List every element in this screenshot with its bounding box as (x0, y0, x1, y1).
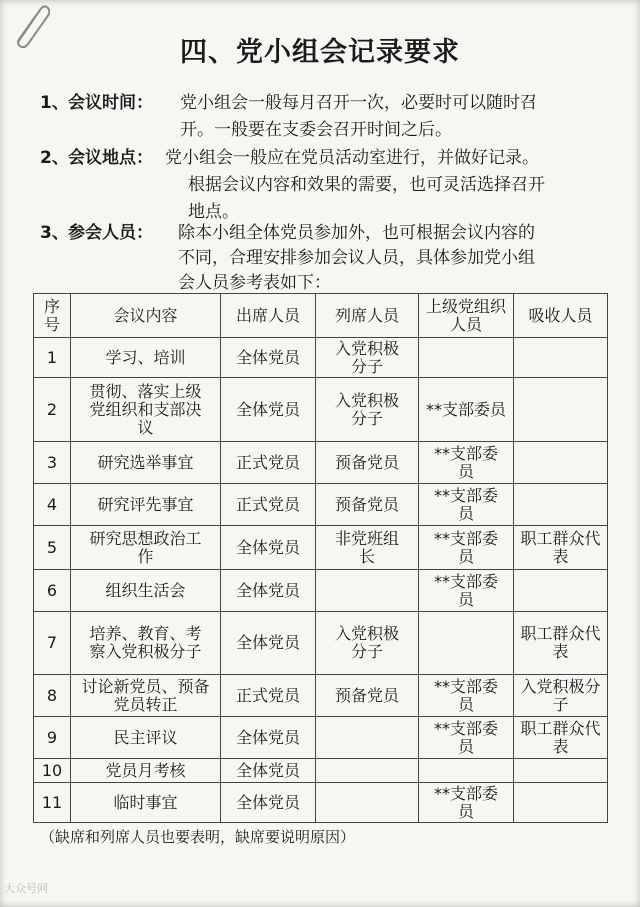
watermark: 大众号网 (4, 882, 48, 895)
cell-observer: 预备党员 (316, 442, 419, 484)
page-title: 四、党小组会记录要求 (180, 37, 460, 68)
cell-attend: 全体党员 (221, 612, 316, 675)
cell-seq: 2 (34, 378, 71, 442)
cell-content: 学习、培训 (71, 338, 221, 378)
table-row (34, 442, 608, 484)
cell-content: 研究选举事宜 (71, 442, 221, 484)
cell-observer (316, 759, 419, 783)
cell-content: 研究评先事宜 (71, 484, 221, 526)
item-label: 会议地点： (68, 148, 153, 168)
table-row (34, 612, 608, 675)
cell-seq: 3 (34, 442, 71, 484)
table-row (34, 717, 608, 759)
cell-absorb: 职工群众代表 (514, 526, 608, 570)
cell-absorb (514, 442, 608, 484)
footnote: （缺席和列席人员也要表明，缺席要说明原因） (40, 828, 356, 846)
item-label: 会议时间： (68, 93, 153, 113)
cell-absorb (514, 759, 608, 783)
cell-attend: 全体党员 (221, 783, 316, 823)
cell-content: 组织生活会 (71, 570, 221, 612)
cell-content: 研究思想政治工作 (71, 526, 221, 570)
cell-seq: 6 (34, 570, 71, 612)
cell-attend: 全体党员 (221, 759, 316, 783)
item-number: 3、 (40, 223, 69, 243)
cell-superior (419, 759, 514, 783)
cell-attend: 全体党员 (221, 717, 316, 759)
item-text-line: 不同，合理安排参加会议人员，具体参加党小组 (178, 248, 535, 268)
attendee-reference-table (33, 293, 608, 823)
cell-observer: 预备党员 (316, 484, 419, 526)
item-text-line: 地点。 (188, 202, 239, 222)
table-header-row (34, 294, 608, 338)
table-row (34, 759, 608, 783)
cell-absorb: 职工群众代表 (514, 612, 608, 675)
header-seq: 序号 (34, 294, 71, 338)
cell-absorb (514, 378, 608, 442)
item-text-line: 会人员参考表如下： (178, 273, 331, 293)
cell-attend: 全体党员 (221, 570, 316, 612)
header-content: 会议内容 (71, 294, 221, 338)
cell-attend: 正式党员 (221, 484, 316, 526)
cell-superior (419, 612, 514, 675)
cell-absorb (514, 783, 608, 823)
header-observer: 列席人员 (316, 294, 419, 338)
item-number: 1、 (40, 93, 69, 113)
cell-observer: 预备党员 (316, 675, 419, 717)
table-row (34, 338, 608, 378)
table-row (34, 378, 608, 442)
cell-seq: 1 (34, 338, 71, 378)
cell-superior: **支部委员 (419, 526, 514, 570)
cell-content: 培养、教育、考察入党积极分子 (71, 612, 221, 675)
header-attend: 出席人员 (221, 294, 316, 338)
table-row (34, 526, 608, 570)
cell-superior: **支部委员 (419, 783, 514, 823)
table-row (34, 783, 608, 823)
item-label: 参会人员： (68, 223, 153, 243)
cell-observer (316, 717, 419, 759)
cell-attend: 正式党员 (221, 675, 316, 717)
cell-superior: **支部委员 (419, 378, 514, 442)
cell-absorb (514, 484, 608, 526)
cell-attend: 全体党员 (221, 338, 316, 378)
cell-attend: 正式党员 (221, 442, 316, 484)
cell-superior: **支部委员 (419, 570, 514, 612)
item-text-line: 开。一般要在支委会召开时间之后。 (180, 120, 452, 140)
cell-superior: **支部委员 (419, 717, 514, 759)
cell-content: 党员月考核 (71, 759, 221, 783)
item-text-line: 除本小组全体党员参加外，也可根据会议内容的 (178, 223, 535, 243)
cell-seq: 8 (34, 675, 71, 717)
cell-observer: 入党积极分子 (316, 612, 419, 675)
cell-attend: 全体党员 (221, 378, 316, 442)
cell-seq: 7 (34, 612, 71, 675)
cell-seq: 9 (34, 717, 71, 759)
cell-seq: 5 (34, 526, 71, 570)
table-row (34, 570, 608, 612)
table-row (34, 484, 608, 526)
cell-attend: 全体党员 (221, 526, 316, 570)
cell-superior (419, 338, 514, 378)
cell-observer (316, 783, 419, 823)
cell-superior: **支部委员 (419, 442, 514, 484)
header-superior: 上级党组织人员 (419, 294, 514, 338)
cell-absorb: 入党积极分子 (514, 675, 608, 717)
cell-content: 临时事宜 (71, 783, 221, 823)
table-row (34, 675, 608, 717)
cell-absorb (514, 338, 608, 378)
cell-seq: 10 (34, 759, 71, 783)
item-number: 2、 (40, 148, 69, 168)
cell-seq: 4 (34, 484, 71, 526)
cell-superior: **支部委员 (419, 484, 514, 526)
cell-seq: 11 (34, 783, 71, 823)
cell-content: 民主评议 (71, 717, 221, 759)
item-text-line: 党小组会一般应在党员活动室进行，并做好记录。 (165, 148, 539, 168)
cell-content: 讨论新党员、预备党员转正 (71, 675, 221, 717)
cell-observer (316, 570, 419, 612)
cell-absorb (514, 570, 608, 612)
cell-observer: 入党积极分子 (316, 378, 419, 442)
cell-content: 贯彻、落实上级党组织和支部决议 (71, 378, 221, 442)
cell-observer: 非党班组长 (316, 526, 419, 570)
item-text-line: 根据会议内容和效果的需要，也可灵活选择召开 (188, 175, 545, 195)
cell-absorb: 职工群众代表 (514, 717, 608, 759)
header-absorb: 吸收人员 (514, 294, 608, 338)
item-text-line: 党小组会一般每月召开一次，必要时可以随时召 (180, 93, 537, 113)
cell-superior: **支部委员 (419, 675, 514, 717)
cell-observer: 入党积极分子 (316, 338, 419, 378)
